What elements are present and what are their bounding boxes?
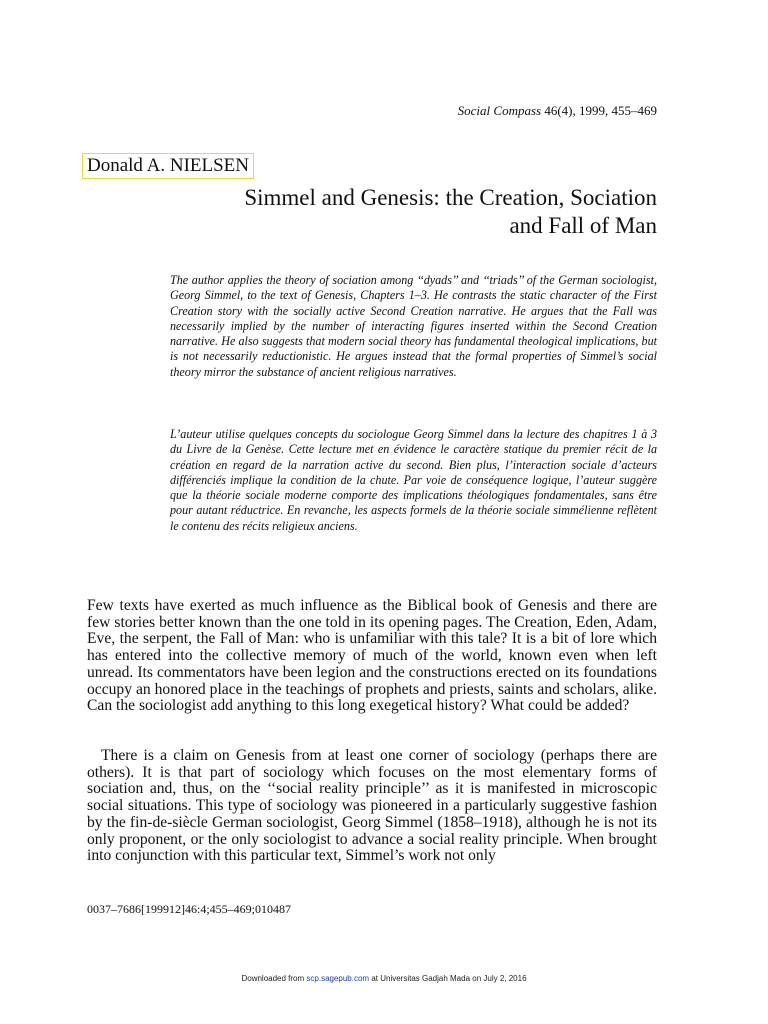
journal-name: Social Compass xyxy=(457,103,542,118)
article-title xyxy=(157,184,657,240)
download-suffix: at Universitas Gadjah Mada on July 2, 2016 xyxy=(369,974,527,983)
abstract-french: L’auteur utilise quelques concepts du sociologue Georg Simmel dans la lecture des chapitres 1 à 3 du Livre de la Genèse. Cette lecture met en évidence le caractère statique du premier récit de la création en regard de la narration active du second. Bien plus, l’interaction sociale d’acteurs différenciés implique la condition de la chute. Par voie de conséquence logique, l’auteur suggère que la théorie sociale moderne comporte des implications théologiques fondamentales, sans être pour autant réductrice. En revanche, les aspects formels de la théorie sociale simmélienne reflètent le contenu des récits religieux anciens. xyxy=(170,427,657,533)
download-source-link[interactable]: scp.sagepub.com xyxy=(306,974,370,983)
download-notice xyxy=(0,974,768,983)
article-title-line-2: and Fall of Man xyxy=(509,213,657,238)
body-paragraph-1: Few texts have exerted as much influence as the Biblical book of Genesis and there are few stories better known than the one told in its opening pages. The Creation, Eden, Adam, Eve, the serpent, the Fall of Man: who is unfamiliar with this tale? It is a bit of lore which has entered into the collective memory of much of the world, known even when left unread. Its commentators have been legion and the constructions erected on its foundations occupy an honored place in the teachings of prophets and priests, saints and scholars, alike. Can the sociologist add anything to this long exegetical history? What could be added? xyxy=(87,597,657,715)
document-identifier: 0037–7686[199912]46:4;455–469;010487 xyxy=(87,902,291,916)
journal-volume-pages: 46(4), 1999, 455–469 xyxy=(541,103,657,118)
body-paragraph-2: There is a claim on Genesis from at least one corner of sociology (perhaps there are others). It is that part of sociology which focuses on the most elementary forms of sociation and, thus, on the ‘‘social reality principle’’ as it is manifested in microscopic social situations. This type of sociology was pioneered in a particularly suggestive fashion by the fin-de-siècle German sociologist, Georg Simmel (1858–1918), although he is not its only proponent, or the only sociologist to advance a social reality principle. When brought into conjunction with this particular text, Simmel’s work not only xyxy=(87,747,657,865)
abstract-english: The author applies the theory of sociation among ‘‘dyads’’ and ‘‘triads’’ of the German sociologist, Georg Simmel, to the text of Genesis, Chapters 1–3. He contrasts the static character of the First Creation story with the socially active Second Creation narrative. He argues that the Fall was necessarily implied by the number of interacting figures inserted within the Second Creation narrative. He also suggests that modern social theory has fundamental theological implications, but is not necessarily reductionistic. He argues instead that the formal properties of Simmel’s social theory mirror the substance of ancient religious narratives. xyxy=(170,273,657,379)
journal-citation xyxy=(458,103,657,119)
author-name[interactable]: Donald A. NIELSEN xyxy=(82,153,254,179)
article-title-line-1: Simmel and Genesis: the Creation, Sociation xyxy=(244,185,657,210)
download-prefix: Downloaded from xyxy=(241,974,307,983)
